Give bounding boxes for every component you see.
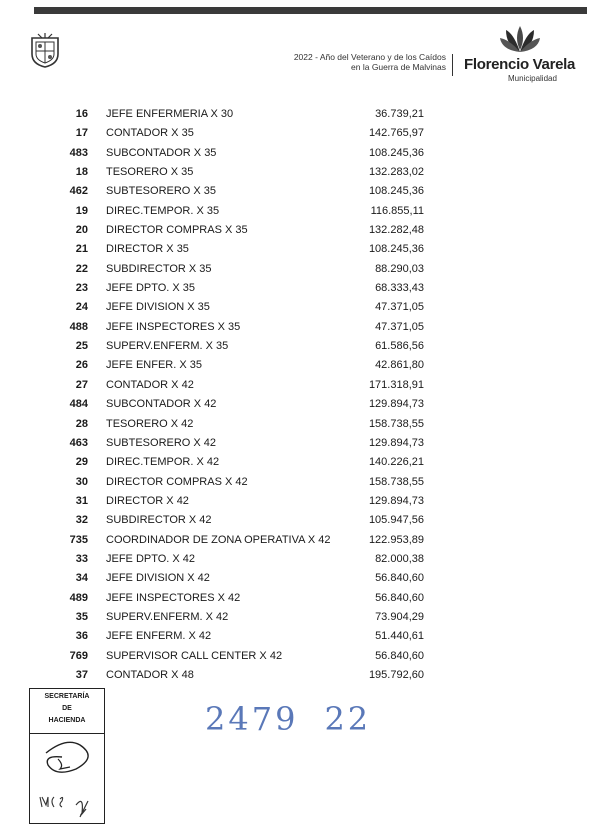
- row-amount: 195.792,60: [368, 668, 424, 681]
- row-code: 27: [75, 378, 88, 391]
- table-row: [0, 531, 594, 550]
- row-position: JEFE DIVISION X 42: [106, 572, 210, 585]
- row-code: 22: [75, 262, 88, 275]
- row-position: SUBDIRECTOR X 35: [106, 262, 212, 275]
- row-position: CONTADOR X 48: [106, 668, 194, 681]
- brand-subtitle: Municipalidad: [508, 74, 557, 83]
- row-code: 769: [69, 649, 88, 662]
- table-row: [0, 434, 594, 453]
- row-code: 20: [75, 224, 88, 237]
- top-scan-bar: [34, 7, 587, 14]
- row-code: 17: [75, 127, 88, 140]
- table-row: [0, 163, 594, 182]
- row-amount: 47.371,05: [375, 301, 424, 314]
- row-position: TESORERO X 35: [106, 166, 194, 179]
- table-row: [0, 608, 594, 627]
- row-code: 24: [75, 301, 88, 314]
- row-position: SUPERV.ENFERM. X 42: [106, 610, 229, 623]
- slogan-line-2: en la Guerra de Malvinas: [351, 62, 446, 72]
- row-amount: 47.371,05: [375, 320, 424, 333]
- row-amount: 140.226,21: [368, 456, 424, 469]
- row-code: 462: [69, 185, 88, 198]
- row-position: SUBTESORERO X 35: [106, 185, 217, 198]
- row-position: JEFE DIVISION X 35: [106, 301, 210, 314]
- row-position: SUBTESORERO X 42: [106, 436, 217, 449]
- table-row: [0, 511, 594, 530]
- slogan-line-1: 2022 - Año del Veterano y de los Caídos: [293, 52, 446, 62]
- table-row: [0, 105, 594, 124]
- row-amount: 108.245,36: [368, 243, 424, 256]
- table-row: [0, 337, 594, 356]
- signature-icon: [36, 735, 98, 819]
- row-position: JEFE ENFER. X 35: [106, 359, 202, 372]
- hacienda-stamp: [29, 688, 105, 824]
- table-row: [0, 202, 594, 221]
- row-amount: 82.000,38: [375, 552, 424, 565]
- table-row: [0, 589, 594, 608]
- row-position: JEFE ENFERMERIA X 30: [106, 108, 234, 120]
- row-code: 23: [75, 282, 88, 295]
- row-code: 31: [75, 494, 88, 507]
- row-position: JEFE DPTO. X 35: [106, 282, 196, 295]
- header-divider: [452, 54, 453, 76]
- handwritten-number-b: 22: [324, 700, 372, 738]
- table-row: [0, 260, 594, 279]
- row-amount: 73.904,29: [375, 610, 424, 623]
- row-amount: 129.894,73: [368, 398, 424, 411]
- row-amount: 108.245,36: [368, 146, 424, 159]
- row-position: COORDINADOR DE ZONA OPERATIVA X 42: [106, 533, 331, 546]
- leaf-emblem-icon: [500, 24, 540, 54]
- row-code: 29: [75, 456, 88, 469]
- row-code: 28: [75, 417, 88, 430]
- slogan: [294, 52, 446, 72]
- row-position: DIRECTOR X 35: [106, 243, 189, 256]
- row-position: JEFE ENFERM. X 42: [106, 630, 212, 643]
- table-row: [0, 647, 594, 666]
- row-amount: 51.440,61: [375, 630, 424, 643]
- brand-name: Florencio Varela: [464, 56, 576, 73]
- table-row: [0, 221, 594, 240]
- row-position: DIRECTOR COMPRAS X 35: [106, 224, 248, 237]
- row-amount: 36.739,21: [375, 108, 424, 120]
- stamp-line-3: HACIENDA: [48, 717, 86, 724]
- row-code: 735: [69, 533, 88, 546]
- table-row: [0, 279, 594, 298]
- row-amount: 158.738,55: [368, 417, 424, 430]
- row-code: 37: [75, 668, 88, 681]
- row-amount: 171.318,91: [368, 378, 424, 391]
- table-row: [0, 666, 594, 685]
- row-amount: 132.283,02: [368, 166, 424, 179]
- table-row: [0, 415, 594, 434]
- table-row: [0, 395, 594, 414]
- row-amount: 88.290,03: [375, 262, 424, 275]
- table-row: [0, 550, 594, 569]
- row-code: 36: [75, 630, 88, 643]
- row-position: DIREC.TEMPOR. X 35: [106, 204, 220, 217]
- row-code: 35: [75, 610, 88, 623]
- row-code: 26: [75, 359, 88, 372]
- row-code: 32: [75, 514, 88, 527]
- row-position: TESORERO X 42: [106, 417, 194, 430]
- row-amount: 108.245,36: [368, 185, 424, 198]
- row-amount: 42.861,80: [375, 359, 424, 372]
- table-row: [0, 144, 594, 163]
- row-code: 33: [75, 552, 88, 565]
- stamp-line-2: DE: [62, 705, 72, 712]
- row-code: 489: [69, 591, 88, 604]
- row-amount: 56.840,60: [375, 649, 424, 662]
- coat-of-arms-icon: [28, 32, 62, 68]
- row-amount: 56.840,60: [375, 591, 424, 604]
- row-code: 21: [75, 243, 88, 256]
- row-amount: 129.894,73: [368, 494, 424, 507]
- table-row: [0, 182, 594, 201]
- table-row: [0, 356, 594, 375]
- row-position: SUPERV.ENFERM. X 35: [106, 340, 229, 353]
- municipality-logo: [460, 24, 590, 84]
- row-amount: 129.894,73: [368, 436, 424, 449]
- row-amount: 132.282,48: [368, 224, 424, 237]
- row-position: DIRECTOR COMPRAS X 42: [106, 475, 248, 488]
- stamp-divider: [30, 733, 104, 734]
- row-position: SUBCONTADOR X 35: [106, 146, 217, 159]
- row-code: 25: [75, 340, 88, 353]
- row-code: 19: [75, 204, 88, 217]
- row-amount: 122.953,89: [368, 533, 424, 546]
- row-code: 18: [75, 166, 88, 179]
- handwritten-number: [205, 700, 371, 738]
- table-row: [0, 318, 594, 337]
- row-position: CONTADOR X 35: [106, 127, 194, 140]
- row-position: CONTADOR X 42: [106, 378, 194, 391]
- row-code: 30: [75, 475, 88, 488]
- row-code: 488: [69, 320, 88, 333]
- row-amount: 142.765,97: [368, 127, 424, 140]
- row-position: DIRECTOR X 42: [106, 494, 189, 507]
- table-row: [0, 492, 594, 511]
- table-row: [0, 240, 594, 259]
- table-row: [0, 627, 594, 646]
- row-code: 34: [75, 572, 88, 585]
- row-position: JEFE INSPECTORES X 42: [106, 591, 241, 604]
- table-row: [0, 376, 594, 395]
- row-amount: 158.738,55: [368, 475, 424, 488]
- table-row: [0, 124, 594, 143]
- salary-table: [0, 105, 594, 685]
- row-position: SUBDIRECTOR X 42: [106, 514, 212, 527]
- row-code: 16: [75, 108, 88, 120]
- row-amount: 56.840,60: [375, 572, 424, 585]
- handwritten-number-a: 2479: [205, 700, 299, 738]
- row-amount: 61.586,56: [375, 340, 424, 353]
- table-row: [0, 569, 594, 588]
- row-position: JEFE DPTO. X 42: [106, 552, 196, 565]
- row-position: JEFE INSPECTORES X 35: [106, 320, 241, 333]
- row-code: 463: [69, 436, 88, 449]
- table-row: [0, 453, 594, 472]
- table-row: [0, 473, 594, 492]
- row-code: 484: [69, 398, 88, 411]
- row-position: DIREC.TEMPOR. X 42: [106, 456, 220, 469]
- row-amount: 116.855,11: [370, 204, 424, 217]
- row-code: 483: [69, 146, 88, 159]
- table-row: [0, 298, 594, 317]
- row-amount: 68.333,43: [375, 282, 424, 295]
- row-position: SUPERVISOR CALL CENTER X 42: [106, 649, 283, 662]
- row-amount: 105.947,56: [368, 514, 424, 527]
- row-position: SUBCONTADOR X 42: [106, 398, 217, 411]
- stamp-line-1: SECRETARÍA: [44, 693, 90, 700]
